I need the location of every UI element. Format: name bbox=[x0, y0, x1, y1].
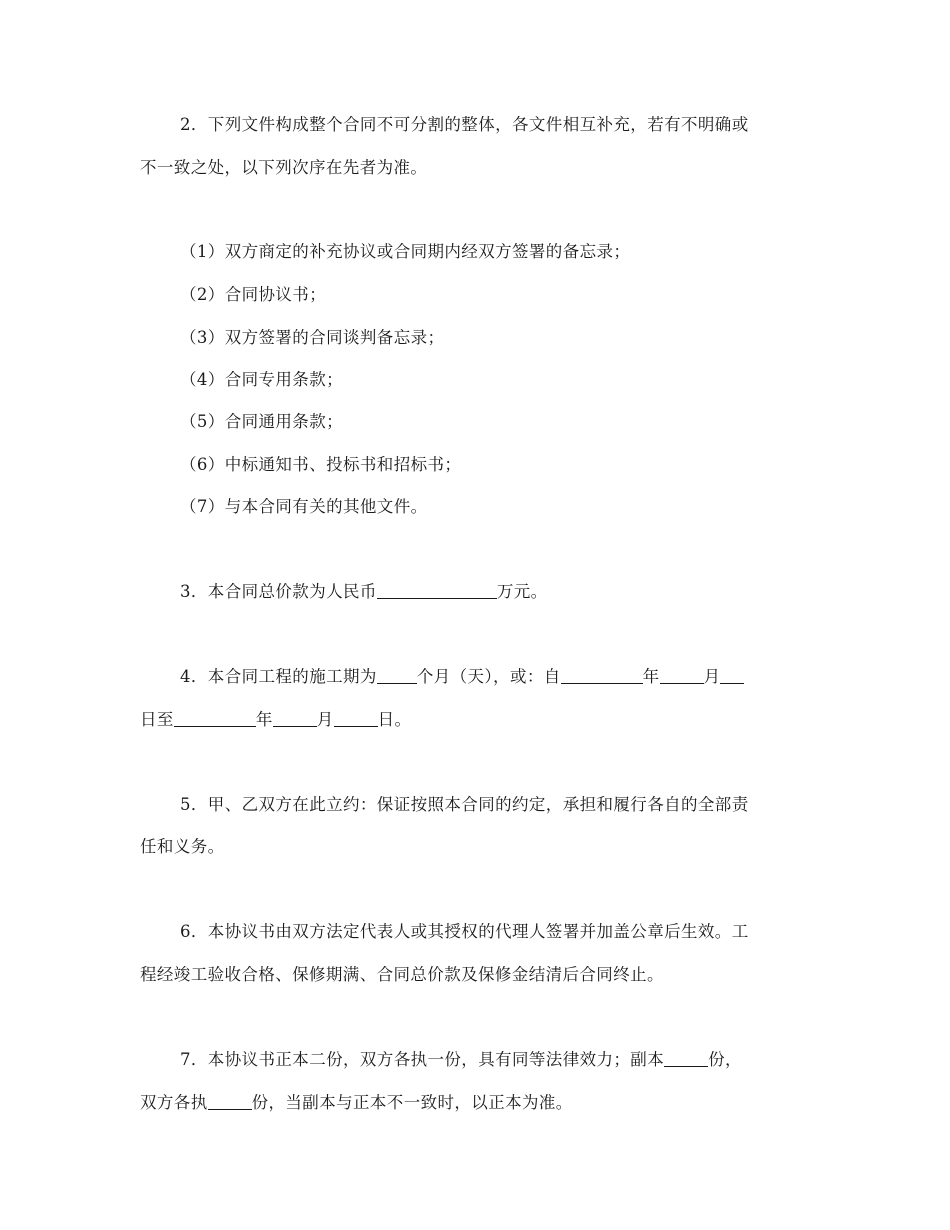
clause-4-text: 年 bbox=[255, 710, 273, 729]
clause-7-text: 7．本协议书正本二份，双方各执一份，具有同等法律效力；副本 bbox=[180, 1050, 665, 1069]
document-order-item: （6）中标通知书、投标书和招标书； bbox=[180, 455, 462, 474]
clause-4-text: 月 bbox=[703, 667, 721, 686]
clause-4-line-1 bbox=[180, 666, 744, 688]
document-order-item: （7）与本合同有关的其他文件。 bbox=[180, 497, 428, 516]
clause-2-line-2: 不一致之处，以下列次序在先者为准。 bbox=[140, 158, 428, 177]
clause-6-line-1: 6．本协议书由双方法定代表人或其授权的代理人签署并加盖公章后生效。工 bbox=[180, 922, 749, 941]
end-year-blank[interactable] bbox=[174, 710, 256, 727]
end-month-blank[interactable] bbox=[273, 710, 317, 727]
duration-blank[interactable] bbox=[377, 667, 417, 684]
clause-2-line-1: 2．下列文件构成整个合同不可分割的整体，各文件相互补充，若有不明确或 bbox=[180, 115, 749, 134]
clause-5-line-2: 任和义务。 bbox=[140, 837, 225, 856]
start-month-blank[interactable] bbox=[660, 667, 704, 684]
clause-7-text: 份，当副本与正本不一致时，以正本为准。 bbox=[251, 1093, 573, 1112]
end-day-blank[interactable] bbox=[334, 710, 378, 727]
start-year-blank[interactable] bbox=[561, 667, 643, 684]
clause-3-text: 3．本合同总价款为人民币 bbox=[180, 582, 377, 601]
clause-6-line-2: 程经竣工验收合格、保修期满、合同总价款及保修金结清后合同终止。 bbox=[140, 965, 664, 984]
copies-blank[interactable] bbox=[664, 1050, 708, 1067]
copies-each-blank[interactable] bbox=[208, 1093, 252, 1110]
clause-4-text: 日。 bbox=[377, 710, 412, 729]
document-order-item: （4）合同专用条款； bbox=[180, 370, 343, 389]
clause-4-text: 日至 bbox=[140, 710, 174, 729]
clause-7-line-1 bbox=[180, 1049, 742, 1071]
clause-5-line-1: 5．甲、乙双方在此立约：保证按照本合同的约定，承担和履行各自的全部责 bbox=[180, 795, 749, 814]
clause-4-text: 月 bbox=[316, 710, 334, 729]
clause-4-line-2 bbox=[140, 709, 411, 731]
clause-4-text: 年 bbox=[642, 667, 660, 686]
document-order-item: （5）合同通用条款； bbox=[180, 412, 343, 431]
document-order-item: （1）双方商定的补充协议或合同期内经双方签署的备忘录； bbox=[180, 242, 631, 261]
clause-3-unit: 万元。 bbox=[496, 582, 548, 601]
document-order-item: （2）合同协议书； bbox=[180, 285, 327, 304]
clause-3 bbox=[180, 581, 548, 603]
clause-7-text: 双方各执 bbox=[140, 1093, 208, 1112]
start-day-blank[interactable] bbox=[720, 667, 744, 684]
clause-7-line-2 bbox=[140, 1092, 573, 1114]
clause-4-text: 4．本合同工程的施工期为 bbox=[180, 667, 377, 686]
document-order-item: （3）双方签署的合同谈判备忘录； bbox=[180, 328, 445, 347]
clause-4-text: 个月（天），或：自 bbox=[416, 667, 561, 686]
clause-7-text: 份， bbox=[708, 1050, 742, 1069]
total-price-blank[interactable] bbox=[377, 582, 497, 599]
